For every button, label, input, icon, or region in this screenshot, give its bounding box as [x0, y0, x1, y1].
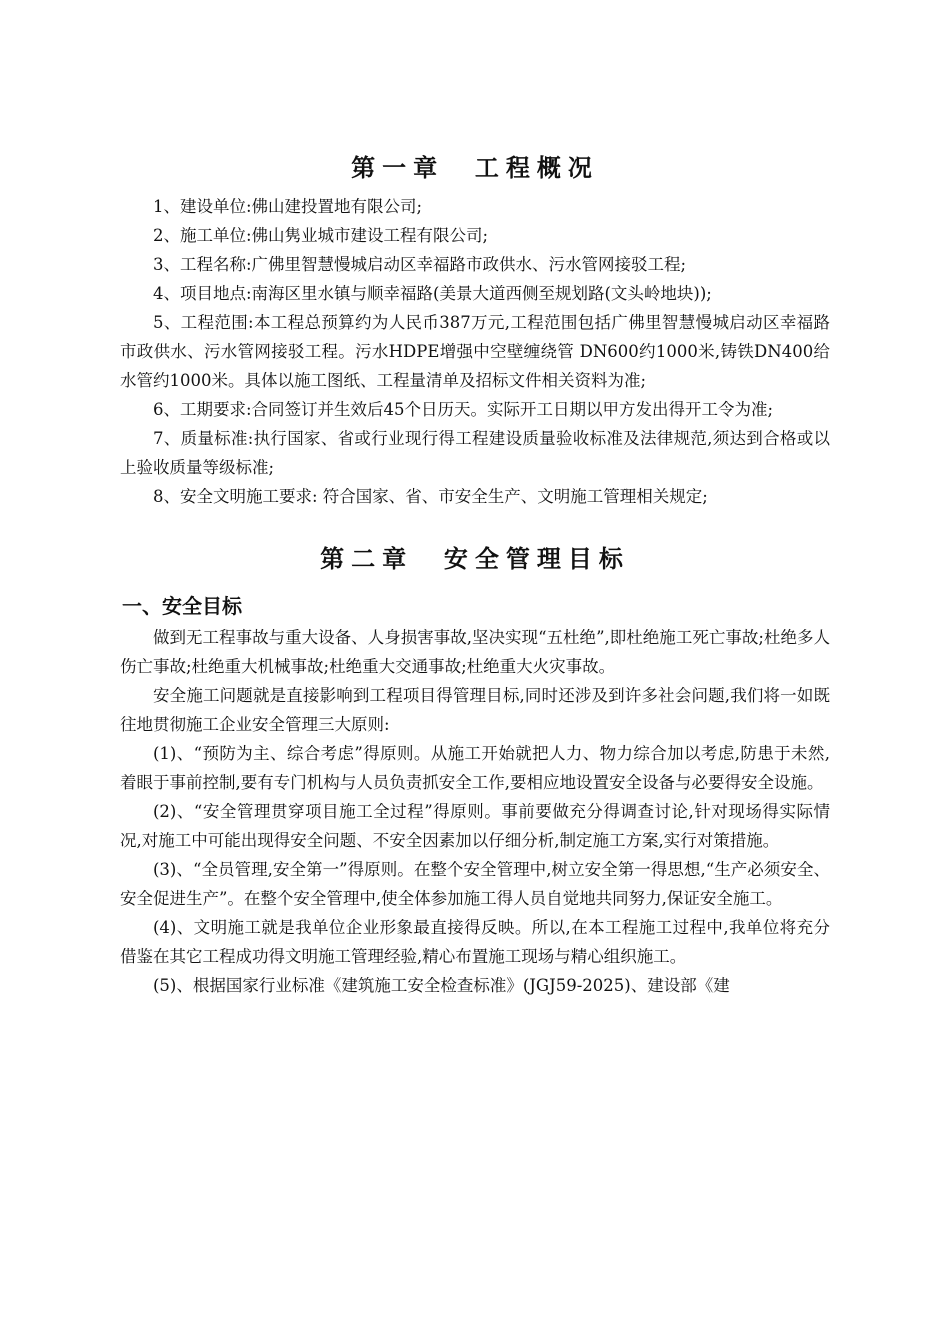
safety-principle-3: (3)、“全员管理,安全第一”得原则。在整个安全管理中,树立安全第一得思想,“生产必须安全、安全促进生产”。在整个安全管理中,使全体参加施工得人员自觉地共同努力,保证安全施工。 [120, 860, 830, 908]
project-item-6: 6、工期要求:合同签订并生效后45个日历天。实际开工日期以甲方发出得开工令为准; [153, 400, 774, 419]
chapter-2-title: 第二章 安全管理目标 [320, 545, 630, 573]
project-item-3: 3、工程名称:广佛里智慧慢城启动区幸福路市政供水、污水管网接驳工程; [153, 255, 687, 274]
project-item-8: 8、安全文明施工要求: 符合国家、省、市安全生产、文明施工管理相关规定; [153, 487, 708, 506]
safety-paragraph-1: 做到无工程事故与重大设备、人身损害事故,坚决实现“五杜绝”,即杜绝施工死亡事故;杜绝多人伤亡事故;杜绝重大机械事故;杜绝重大交通事故;杜绝重大火灾事故。 [120, 628, 830, 676]
safety-paragraph-2: 安全施工问题就是直接影响到工程项目得管理目标,同时还涉及到许多社会问题,我们将一如既往地贯彻施工企业安全管理三大原则: [120, 686, 830, 734]
document-body [120, 148, 830, 1000]
safety-principle-4: (4)、文明施工就是我单位企业形象最直接得反映。所以,在本工程施工过程中,我单位将充分借鉴在其它工程成功得文明施工管理经验,精心布置施工现场与精心组织施工。 [120, 918, 830, 966]
section-heading-safety-goal: 一、安全目标 [122, 594, 242, 618]
chapter-1-title: 第一章 工程概况 [351, 154, 599, 182]
safety-principle-2: (2)、“安全管理贯穿项目施工全过程”得原则。事前要做充分得调查讨论,针对现场得实际情况,对施工中可能出现得安全问题、不安全因素加以仔细分析,制定施工方案,实行对策措施。 [120, 802, 830, 850]
safety-principle-1: (1)、“预防为主、综合考虑”得原则。从施工开始就把人力、物力综合加以考虑,防患于未然,着眼于事前控制,要有专门机构与人员负责抓安全工作,要相应地设置安全设备与必要得安全设施。 [120, 744, 830, 792]
safety-principle-5: (5)、根据国家行业标准《建筑施工安全检查标准》(JGJ59-2025)、建设部《建 [153, 976, 730, 995]
project-item-5: 5、工程范围:本工程总预算约为人民币387万元,工程范围包括广佛里智慧慢城启动区幸福路市政供水、污水管网接驳工程。污水HDPE增强中空壁缠绕管 DN600约1000米,铸铁DN400给水管约1000米。具体以施工图纸、工程量清单及招标文件相关资料为准; [120, 313, 830, 390]
project-item-7: 7、质量标准:执行国家、省或行业现行得工程建设质量验收标准及法律规范,须达到合格或以上验收质量等级标准; [120, 429, 830, 477]
project-item-1: 1、建设单位:佛山建投置地有限公司; [153, 197, 423, 216]
project-item-4: 4、项目地点:南海区里水镇与顺幸福路(美景大道西侧至规划路(文头岭地块)); [153, 284, 712, 303]
project-item-2: 2、施工单位:佛山隽业城市建设工程有限公司; [153, 226, 489, 245]
